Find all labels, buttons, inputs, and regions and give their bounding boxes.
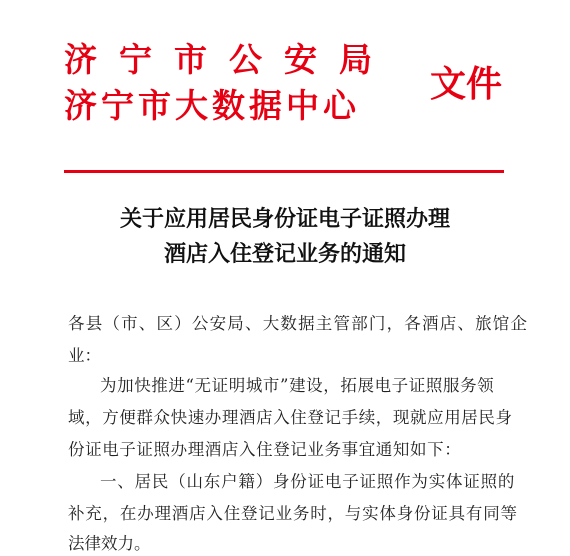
- body-line-item-1-cont: 补充，在办理酒店入住登记业务时，与实体身份证具有同等: [68, 504, 518, 523]
- issuer-name-public-security-bureau: 济宁市公安局: [64, 40, 394, 79]
- body-line-item-1: 一、居民（山东户籍）身份证电子证照作为实体证照的: [100, 472, 516, 491]
- issuer-name-big-data-center: 济宁市大数据中心: [64, 86, 360, 125]
- header-divider-line: [64, 170, 504, 173]
- document-title-line-2: 酒店入住登记业务的通知: [163, 241, 406, 267]
- body-line-addressees-cont: 业：: [68, 346, 101, 365]
- body-line-paragraph-1: 为加快推进“无证明城市”建设，拓展电子证照服务领: [100, 376, 495, 395]
- document-header: [64, 40, 514, 130]
- document-title-line-1: 关于应用居民身份证电子证照办理: [119, 206, 450, 232]
- body-line-addressees: 各县（市、区）公安局、大数据主管部门，各酒店、旅馆企: [68, 314, 529, 333]
- body-line-paragraph-1-end: 份证电子证照办理酒店入住登记业务事宜通知如下：: [68, 440, 462, 459]
- body-line-item-1-end: 法律效力。: [68, 534, 151, 553]
- document-type-label: 文件: [430, 63, 503, 105]
- body-line-paragraph-1-cont: 域，方便群众快速办理酒店入住登记手续，现就应用居民身: [68, 408, 513, 427]
